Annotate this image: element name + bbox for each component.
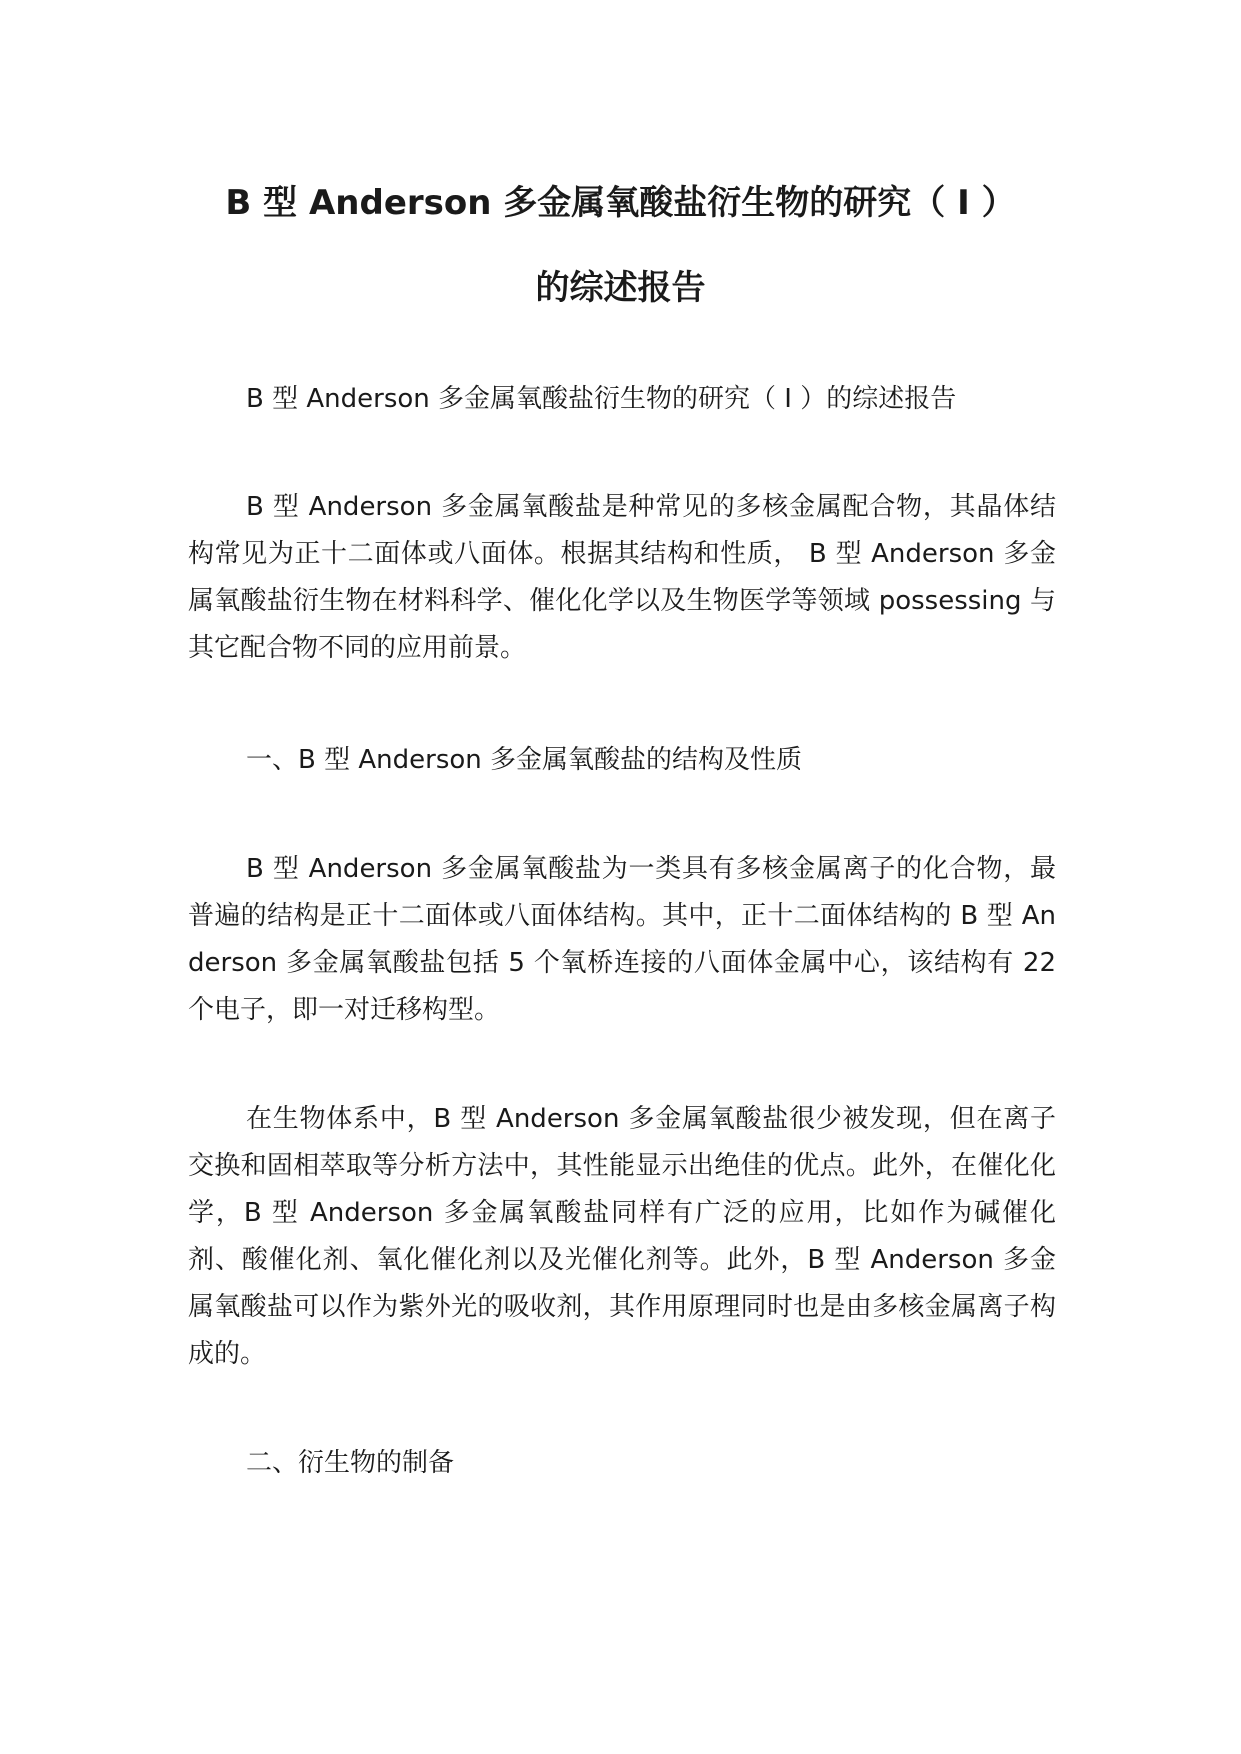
section-heading-1: 一、B 型 Anderson 多金属氧酸盐的结构及性质 (246, 745, 803, 775)
paragraph-structure: B 型 Anderson 多金属氧酸盐为一类具有多核金属离子的化合物，最普遍的结构是正十二面体或八面体结构。其中，正十二面体结构的 B 型 Anderson 多金属氧酸盐包括 5 个氧桥连接的八面体金属中心，该结构有 22 个电子，即一对迁移构型。 (188, 854, 1056, 1025)
paragraph-subtitle: B 型 Anderson 多金属氧酸盐衍生物的研究（ Ⅰ ）的综述报告 (246, 384, 957, 414)
document-title-line-1: B 型 Anderson 多金属氧酸盐衍生物的研究（ I ） (225, 183, 1016, 223)
paragraph-applications: 在生物体系中，B 型 Anderson 多金属氧酸盐很少被发现，但在离子交换和固相萃取等分析方法中，其性能显示出绝佳的优点。此外，在催化化学，B 型 Anderson 多金属氧酸盐同样有广泛的应用，比如作为碱催化剂、酸催化剂、氧化催化剂以及光催化剂等。此外，B 型 Anderson 多金属氧酸盐可以作为紫外光的吸收剂，其作用原理同时也是由多核金属离子构成的。 (188, 1104, 1056, 1369)
section-heading-2: 二、衍生物的制备 (246, 1448, 455, 1478)
paragraph-intro: B 型 Anderson 多金属氧酸盐是种常见的多核金属配合物，其晶体结构常见为正十二面体或八面体。根据其结构和性质， B 型 Anderson 多金属氧酸盐衍生物在材料科学、催化化学以及生物医学等领域 possessing 与其它配合物不同的应用前景。 (188, 492, 1056, 663)
document-title-line-2: 的综述报告 (535, 268, 706, 308)
